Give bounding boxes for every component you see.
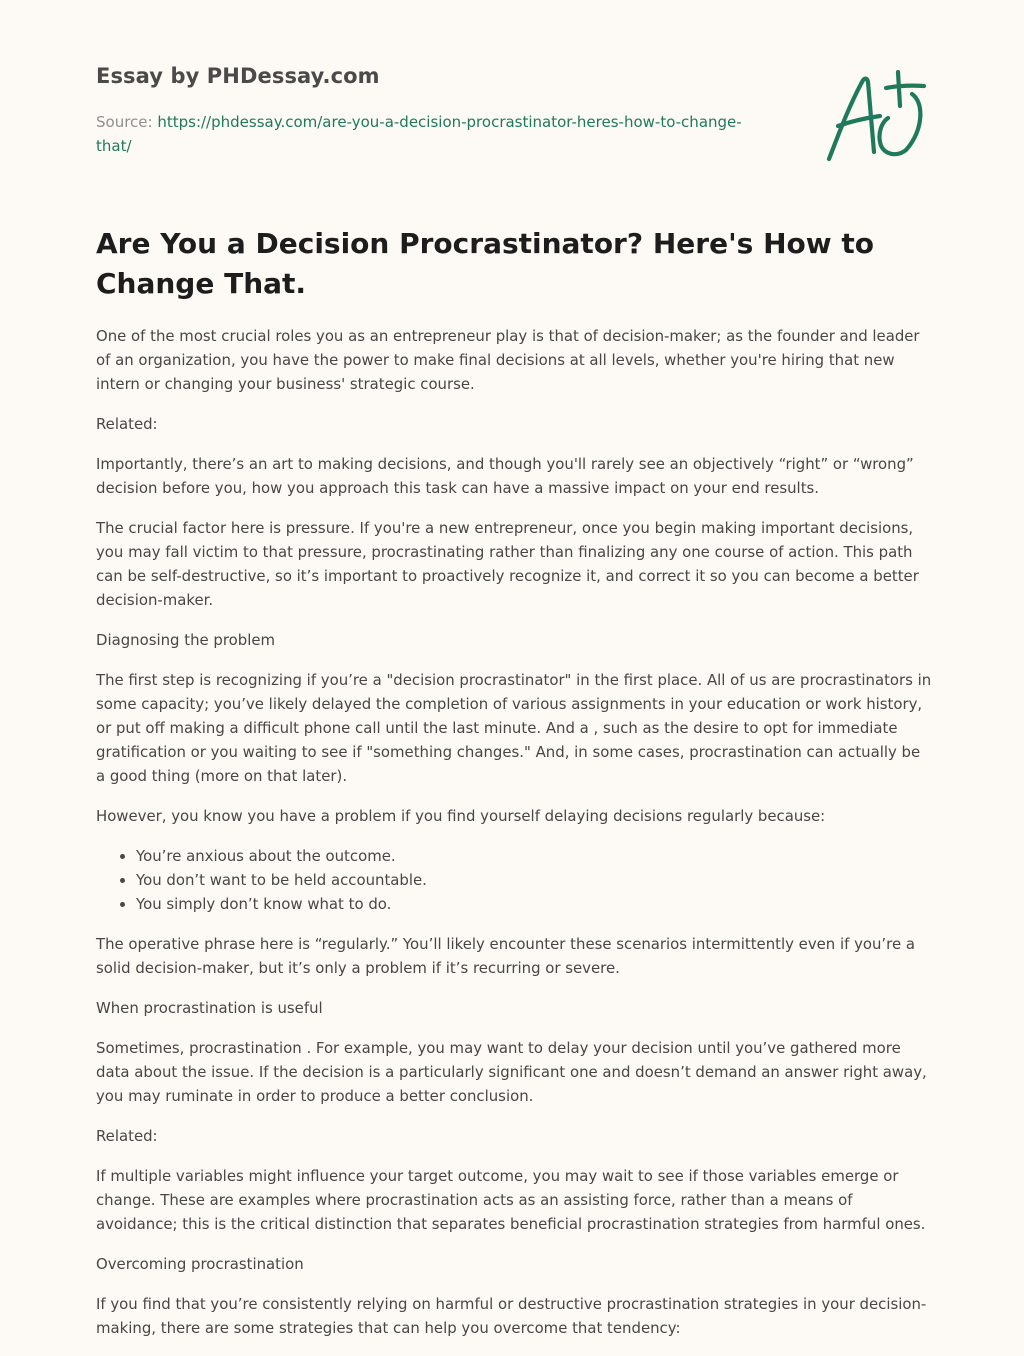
related-label: Related: xyxy=(96,415,158,433)
source-label: Source: xyxy=(96,113,158,131)
section-heading: Diagnosing the problem xyxy=(96,631,276,649)
list-item: • You’re anxious about the outcome. xyxy=(136,844,932,868)
paragraph: The first step is recognizing if you’re a "decision procrastinator" in the first place. All of us are procrastinators in some capacity; you’ve likely delayed the completion of various assignments in your education or work history, or put off making a difficult phone call until the last minute. And a , such as the desire to opt for immediate gratification or you waiting to see if "something changes." And, in some cases, procrastination can actually be a good thing (more on that later). xyxy=(96,671,932,785)
site-brand: Essay by PHDessay.com xyxy=(96,64,380,88)
source-line xyxy=(96,110,756,158)
paragraph: If multiple variables might influence your target outcome, you may wait to see if those variables emerge or change. These are examples where procrastination acts as an assisting force, rather than a means of avoidance; this is the critical distinction that separates beneficial procrastination strategies from harmful ones. xyxy=(96,1167,926,1233)
essay-body xyxy=(96,324,932,1356)
essay-title: Are You a Decision Procrastinator? Here's How to Change That. xyxy=(96,227,874,300)
bullet-list xyxy=(96,844,932,916)
paragraph: The crucial factor here is pressure. If you're a new entrepreneur, once you begin making important decisions, you may fall victim to that pressure, procrastinating rather than finalizing any one course of action. This path can be self-destructive, so it’s important to proactively recognize it, and correct it so you can become a better decision-maker. xyxy=(96,519,919,609)
list-item: • You simply don’t know what to do. xyxy=(136,892,932,916)
paragraph: Importantly, there’s an art to making decisions, and though you'll rarely see an objectively “right” or “wrong” decision before you, how you approach this task can have a massive impact on your end results. xyxy=(96,455,914,497)
paragraph: The operative phrase here is “regularly.” You’ll likely encounter these scenarios intermittently even if you’re a solid decision-maker, but it’s only a problem if it’s recurring or severe. xyxy=(96,935,915,977)
section-heading: Overcoming procrastination xyxy=(96,1255,304,1273)
section-heading: When procrastination is useful xyxy=(96,999,323,1017)
related-label: Related: xyxy=(96,1127,158,1145)
paragraph: Sometimes, procrastination . For example, you may want to delay your decision until you’ve gathered more data about the issue. If the decision is a particularly significant one and doesn’t demand an answer right away, you may ruminate in order to produce a better conclusion. xyxy=(96,1039,927,1105)
paragraph: However, you know you have a problem if you find yourself delaying decisions regularly because: xyxy=(96,807,826,825)
paragraph: One of the most crucial roles you as an entrepreneur play is that of decision-maker; as the founder and leader of an organization, you have the power to make final decisions at all levels, whether you're hiring that new intern or changing your business' strategic course. xyxy=(96,327,920,393)
paragraph: If you find that you’re consistently relying on harmful or destructive procrastination strategies in your decision-making, there are some strategies that can help you overcome that tendency: xyxy=(96,1295,927,1337)
a-plus-grade-icon xyxy=(820,66,930,166)
source-link[interactable]: https://phdessay.com/are-you-a-decision-procrastinator-heres-how-to-change-that/ xyxy=(96,113,742,155)
list-item: • You don’t want to be held accountable. xyxy=(136,868,932,892)
